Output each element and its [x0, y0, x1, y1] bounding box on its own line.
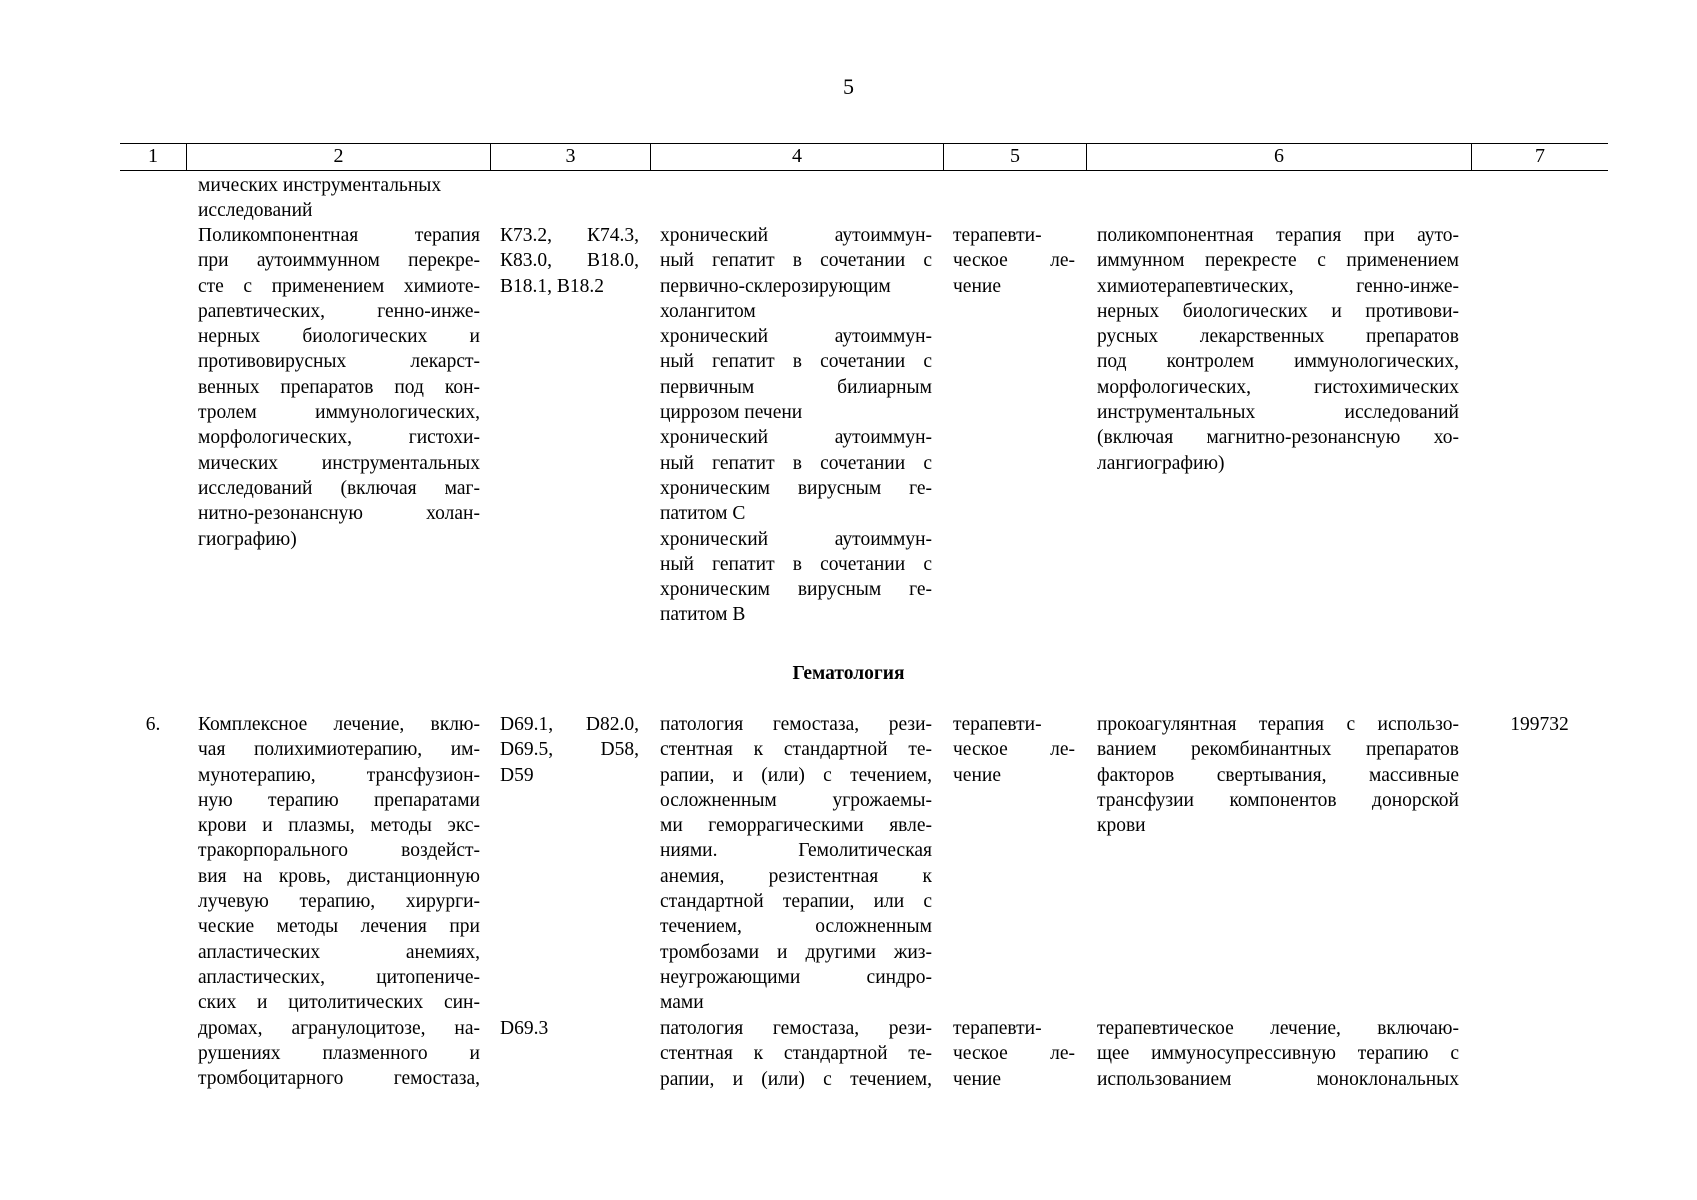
text-line: ный гепатит в сочетании с [660, 250, 932, 272]
text-line: хроническим вирусным ге- [660, 579, 932, 601]
text-line: ческое ле- [953, 250, 1075, 272]
text-line: терапевти- [953, 1018, 1042, 1039]
text-line: сте с применением химиоте- [198, 275, 480, 297]
column-header-2: 2 [186, 144, 490, 170]
row-6-treatment-method-1 [1097, 712, 1459, 838]
text-line: химиотерапевтических, генно-инже- [1097, 275, 1459, 297]
text-line: тромбозами и другими жиз- [660, 941, 932, 963]
row-6-codes-1 [500, 712, 639, 788]
text-line: апластических анемиях, [198, 941, 480, 963]
text-line: первичным билиарным [660, 376, 932, 398]
row-a-codes [500, 223, 639, 299]
row-6-diagnosis-2 [660, 1016, 932, 1092]
text-line: нерных биологических и [198, 326, 480, 348]
column-header-3: 3 [490, 144, 650, 170]
text-line: противовирусных лекарст- [198, 351, 480, 373]
text-line: Поликомпонентная терапия [198, 225, 480, 246]
text-line: исследований [198, 200, 313, 222]
text-line: циррозом печени [660, 402, 803, 424]
row-6-cost [1471, 712, 1608, 737]
text-line: чая полихимиотерапию, им- [198, 739, 480, 761]
text-line: мических инструментальных [198, 452, 480, 474]
text-line: осложненным угрожаемы- [660, 789, 932, 811]
text-line: вия на кровь, дистанционную [198, 865, 480, 887]
text-line: К83.0, В18.0, [500, 250, 639, 272]
row-6-treatment-method-2 [1097, 1016, 1459, 1092]
text-line: неугрожающими синдро- [660, 966, 932, 988]
text-line: крови [1097, 815, 1146, 837]
text-line: ческое ле- [953, 1043, 1075, 1065]
text-line: хроническим вирусным ге- [660, 477, 932, 499]
text-line: хронический аутоиммун- [660, 326, 932, 348]
text-line: патитом С [660, 503, 746, 525]
text-line: патология гемостаза, рези- [660, 1018, 932, 1039]
text-line: русных лекарственных препаратов [1097, 326, 1459, 348]
row-6-codes-2 [500, 1016, 639, 1041]
page-number: 5 [843, 74, 854, 99]
text-line: нитно-резонансную холан- [198, 503, 480, 525]
text-line: мунотерапию, трансфузион- [198, 764, 480, 786]
text-line: морфологических, гистохимических [1097, 376, 1459, 398]
text-line: чение [953, 764, 1001, 786]
text-line: хронический аутоиммун- [660, 528, 932, 550]
text-line: инструментальных исследований [1097, 402, 1459, 424]
row-6-number [120, 712, 186, 737]
text-line: D59 [500, 764, 534, 786]
row-a-diagnosis [660, 223, 932, 628]
text-line: К73.2, К74.3, [500, 225, 639, 246]
text-line: стандартной терапии, или с [660, 891, 932, 913]
section-heading [0, 663, 1697, 685]
text-line: хронический аутоиммун- [660, 225, 932, 246]
text-line: D69.5, D58, [500, 739, 639, 761]
text-line: лучевую терапию, хирурги- [198, 891, 480, 913]
text-line: В18.1, В18.2 [500, 275, 605, 297]
text-line: иммунном перекресте с применением [1097, 250, 1459, 272]
text-line: нерных биологических и противови- [1097, 300, 1459, 322]
text-line: мических инструментальных [198, 175, 442, 196]
text-line: холангитом [660, 300, 756, 322]
text-line: тромбоцитарного гемостаза, [198, 1068, 480, 1090]
text-line: D69.1, D82.0, [500, 714, 639, 735]
section-title: Гематология [792, 663, 905, 684]
column-header-1: 1 [148, 145, 158, 167]
text-line: терапевти- [953, 225, 1042, 246]
text-line: под контролем иммунологических, [1097, 351, 1459, 373]
column-header-6: 6 [1086, 144, 1471, 170]
text-line: морфологических, гистохи- [198, 427, 480, 449]
text-line: апластических, цитопениче- [198, 966, 480, 988]
text-line: рушениях плазменного и [198, 1042, 480, 1064]
text-line: ских и цитолитических син- [198, 992, 480, 1014]
text-line: венных препаратов под кон- [198, 376, 480, 398]
text-line: крови и плазмы, методы экс- [198, 815, 480, 837]
text-line: ниями. Гемолитическая [660, 840, 932, 862]
text-line: анемия, резистентная к [660, 865, 932, 887]
text-line: стентная к стандартной те- [660, 739, 932, 761]
text-line: тракорпорального воздейст- [198, 840, 480, 862]
text-line: D69.3 [500, 1018, 549, 1039]
text-line: хронический аутоиммун- [660, 427, 932, 449]
column-header-4: 4 [650, 144, 943, 170]
text-line: ный гепатит в сочетании с [660, 452, 932, 474]
text-line: первично-склерозирующим [660, 275, 891, 297]
row-6-treatment-type-1 [953, 712, 1075, 788]
text-line: терапевтическое лечение, включаю- [1097, 1018, 1459, 1039]
column-header-7: 7 [1471, 144, 1608, 170]
text-line: ную терапию препаратами [198, 789, 480, 811]
text-line: патитом В [660, 604, 746, 626]
row-a-method [198, 223, 480, 552]
text-line: ный гепатит в сочетании с [660, 553, 932, 575]
text-line: ванием рекомбинантных препаратов [1097, 739, 1459, 761]
text-line: (включая магнитно-резонансную хо- [1097, 427, 1459, 449]
text-line: рапевтических, генно-инже- [198, 300, 480, 322]
text-line: исследований (включая маг- [198, 477, 480, 499]
table-header-row [120, 143, 1608, 171]
text-line: мами [660, 992, 704, 1014]
text-line: чение [953, 275, 1001, 297]
text-line: трансфузии компонентов донорской [1097, 789, 1459, 811]
text-line: ческое ле- [953, 739, 1075, 761]
text-line: ный гепатит в сочетании с [660, 351, 932, 373]
text-line: терапевти- [953, 714, 1042, 735]
text-line: поликомпонентная терапия при ауто- [1097, 225, 1459, 246]
cost-value: 199732 [1510, 714, 1569, 735]
text-line: дромах, агранулоцитозе, на- [198, 1017, 480, 1039]
column-header-5: 5 [943, 144, 1086, 170]
text-line: факторов свертывания, массивные [1097, 764, 1459, 786]
row-6-method [198, 712, 480, 1091]
text-line: рапии, и (или) с течением, [660, 764, 932, 786]
text-line: гиографию) [198, 528, 297, 550]
row-a-treatment-type [953, 223, 1075, 299]
text-line: использованием моноклональных [1097, 1068, 1459, 1090]
text-line: щее иммуносупрессивную терапию с [1097, 1043, 1459, 1065]
text-line: ческие методы лечения при [198, 916, 480, 938]
row-6-treatment-type-2 [953, 1016, 1075, 1092]
text-line: прокоагулянтная терапия с использо- [1097, 714, 1459, 735]
text-line: ми геморрагическими явле- [660, 815, 932, 837]
row-6-diagnosis-1 [660, 712, 932, 1016]
row-number: 6. [145, 714, 161, 735]
text-line: течением, осложненным [660, 916, 932, 938]
text-line: стентная к стандартной те- [660, 1043, 932, 1065]
text-line: рапии, и (или) с течением, [660, 1068, 932, 1090]
text-line: при аутоиммунном перекре- [198, 250, 480, 272]
row-a-treatment-method [1097, 223, 1459, 476]
text-line: лангиографию) [1097, 452, 1225, 474]
text-line: патология гемостаза, рези- [660, 714, 932, 735]
text-line: тролем иммунологических, [198, 402, 480, 424]
cont-method-text [198, 173, 480, 224]
text-line: Комплексное лечение, вклю- [198, 714, 480, 735]
text-line: чение [953, 1068, 1001, 1090]
